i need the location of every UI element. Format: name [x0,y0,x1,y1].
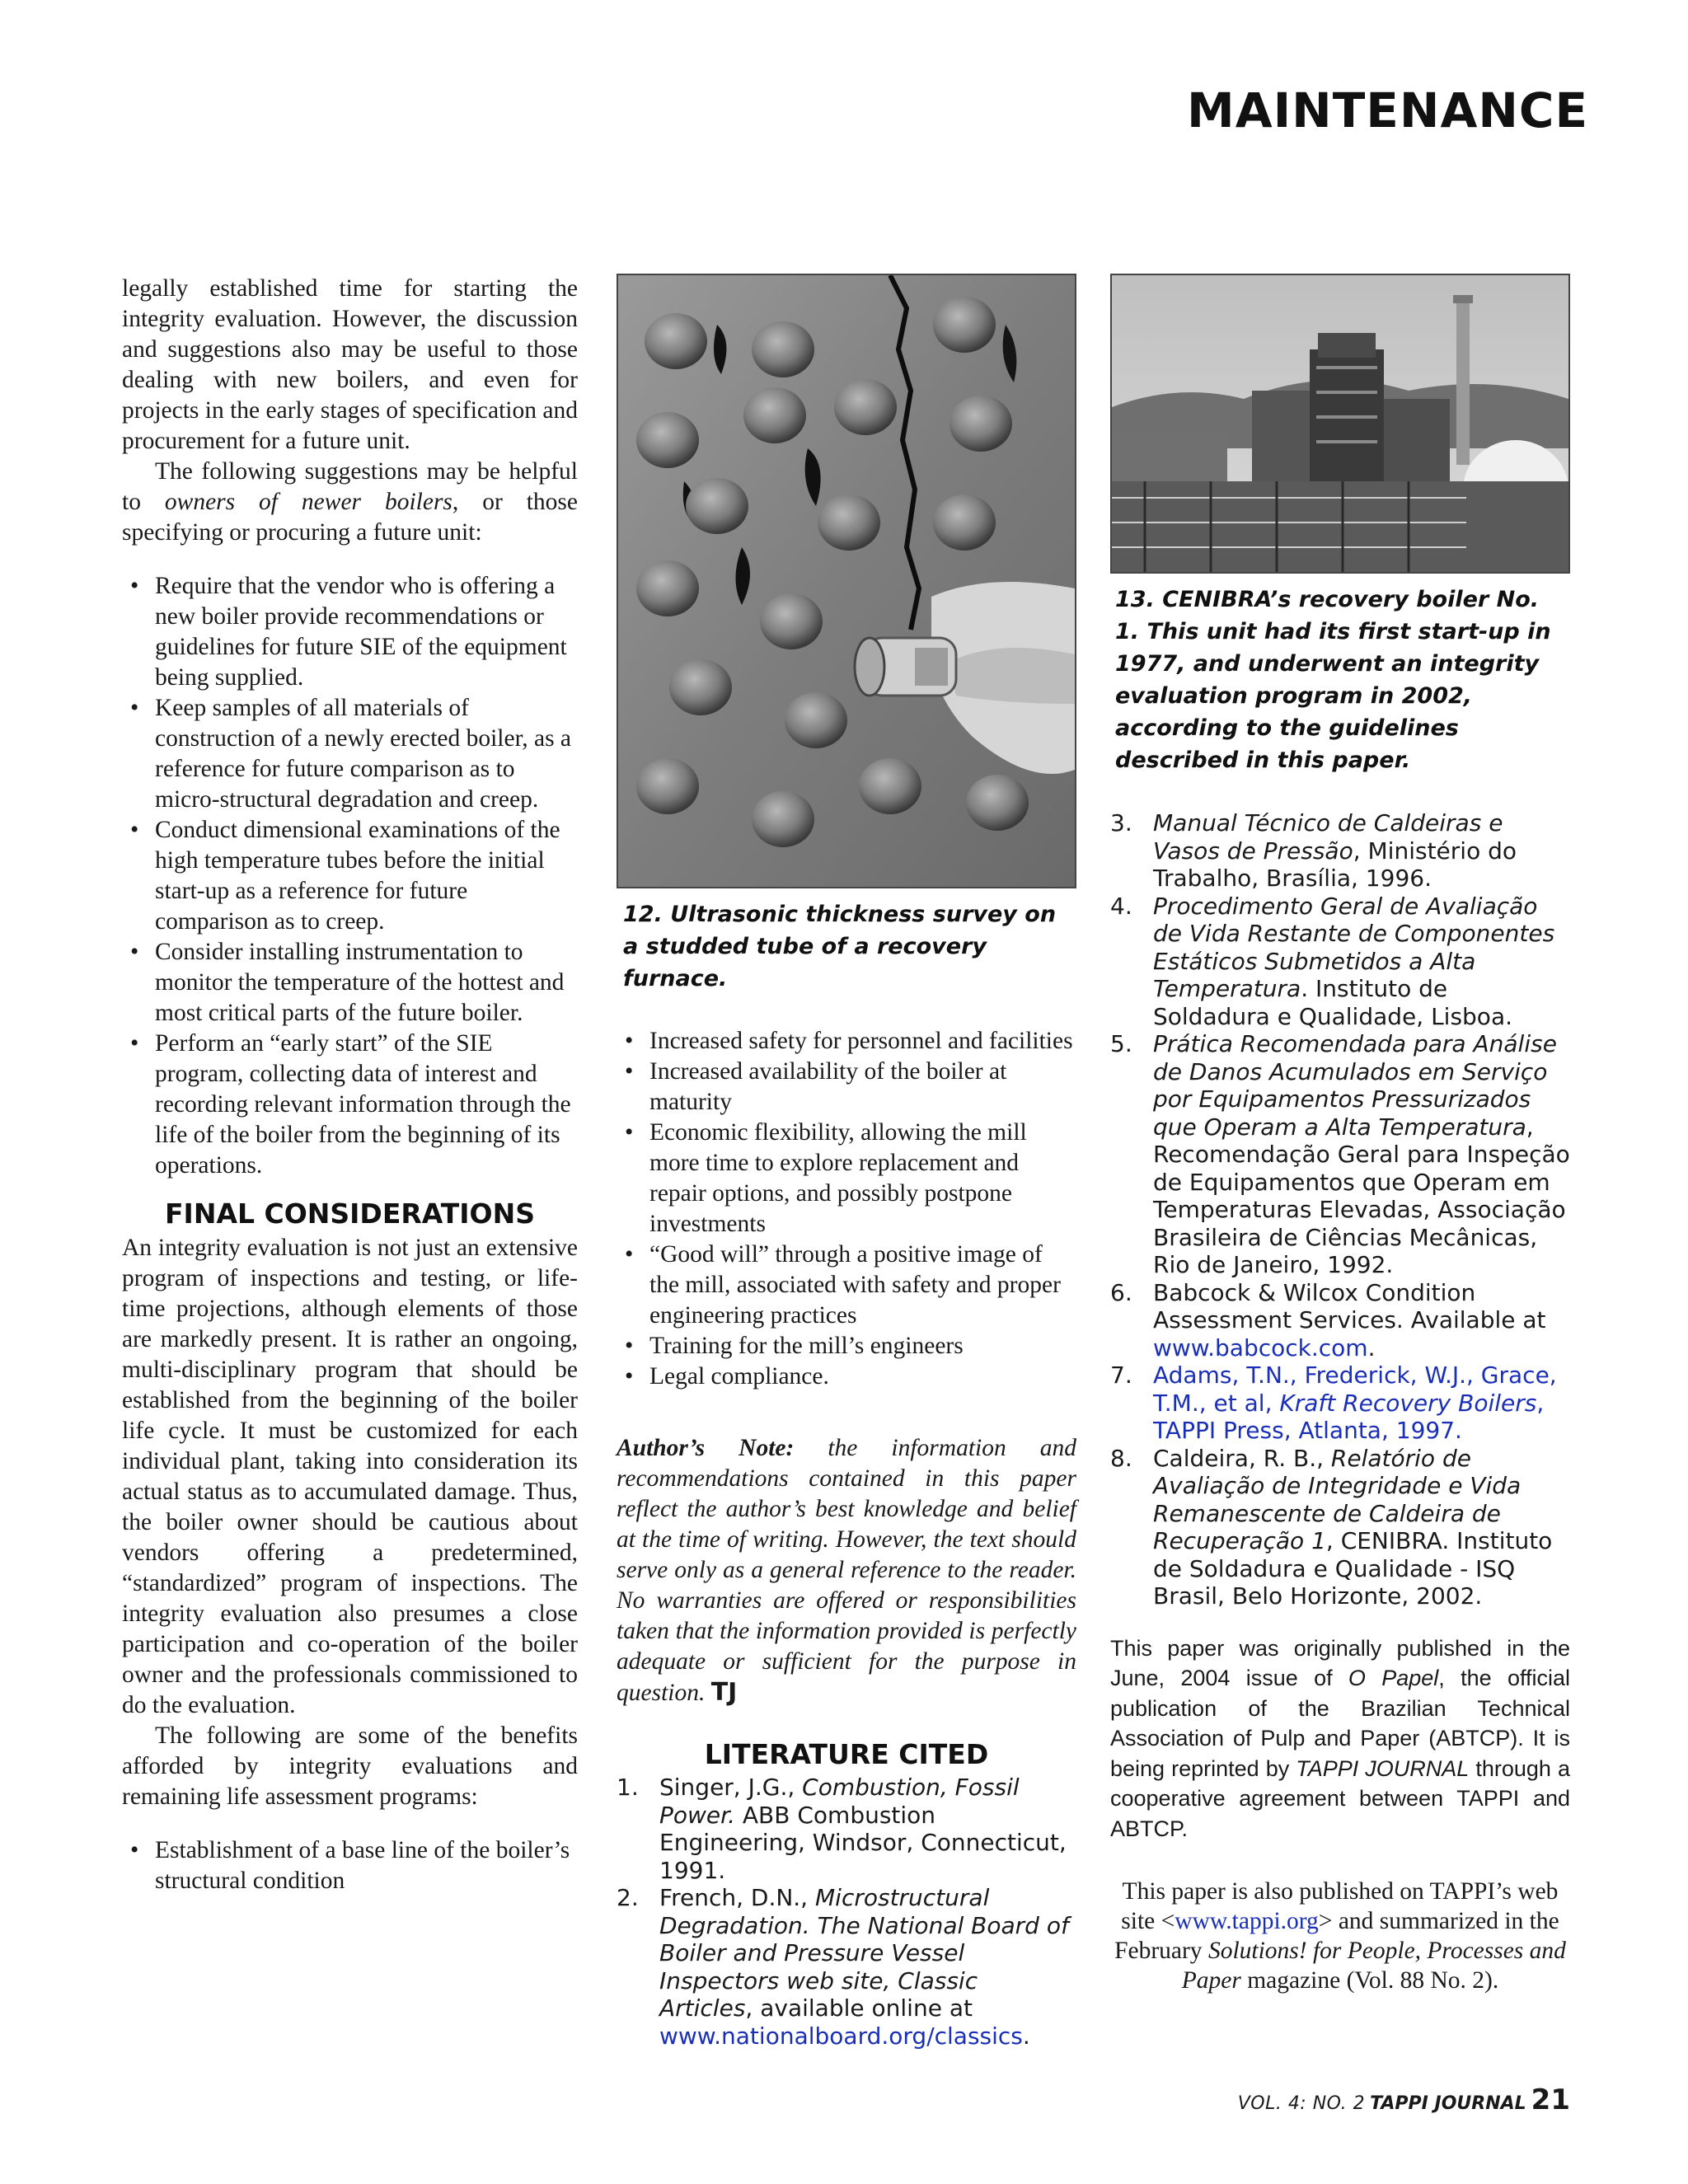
list-item: • Legal compliance. [617,1361,1076,1392]
reference-item: 1. Singer, J.G., Combustion, Fossil Power. ABB Combustion Engineering, Windsor, Connecticut, 1991. [617,1774,1067,1884]
paragraph: An integrity evaluation is not just an extensive program of inspections and testing, or life-time projections, although elements of those are markedly present. It is rather an ongoing, multi-disciplinary program that should be established from the beginning of the boiler life cycle. It must be customized for each individual plant, taking into consideration its actual status as to accumulated damage. Thus, the boiler owner should be cautious about vendors offering a predetermined, “standardized” program of inspections. The integrity evaluation also presumes a close participation and co-operation of the boiler owner and the professionals commissioned to do the evaluation. [122,1235,578,1718]
page-footer [1238,2083,1570,2116]
references-continued [1110,809,1570,1610]
journal-name: TAPPI JOURNAL [1370,2093,1526,2114]
list-item: • Establishment of a base line of the boiler’s structural condition [122,1835,578,1896]
figure-12-caption: 12. Ultrasonic thickness survey on a studded tube of a recovery furnace. [623,902,1057,991]
list-item: • Increased safety for personnel and facilities [617,1026,1076,1057]
section-heading: FINAL CONSIDERATIONS [165,1197,535,1230]
benefit-list-continued [617,1026,1076,1392]
reference-item: 8. Caldeira, R. B., Relatório de Avaliação de Integridade e Vida Remanescente de Caldeira de Recuperação 1, CENIBRA. Instituto de Soldadura e Qualidade - ISQ Brasil, Belo Horizonte, 2002. [1110,1444,1553,1610]
suggestion-list [122,571,578,1181]
list-item: • Training for the mill’s engineers [617,1331,1076,1361]
reference-item: 3. Manual Técnico de Caldeiras e Vasos de Pressão, Ministério do Trabalho, Brasília, 1996. [1110,809,1517,892]
list-item: • “Good will” through a positive image of the mill, associated with safety and proper engineering practices [617,1240,1076,1331]
reference-item: 6. Babcock & Wilcox Condition Assessment Services. Available at www.babcock.com. [1110,1278,1546,1361]
reference-item-link[interactable]: 7. Adams, T.N., Frederick, W.J., Grace, T.M., et al, Kraft Recovery Boilers, TAPPI Press, Atlanta, 1997. [1110,1361,1557,1444]
tappi-link[interactable]: www.tappi.org [1175,1908,1319,1934]
reference-item: 5. Prática Recomendada para Análise de Danos Acumulados em Serviço por Equipamentos Pressurizados que Operam a Alta Temperatura, Recomendação Geral para Inspeção de Equipamentos que Operam em Temperaturas Elevadas, Associação Brasileira de Ciências Mecânicas, Rio de Janeiro, 1992. [1110,1030,1570,1278]
figure-13-caption: 13. CENIBRA’s recovery boiler No. 1. This unit had its first start-up in 1977, and underwent an integrity evaluation program in 2002, according to the guidelines described in this paper. [1115,587,1551,773]
paragraph: The following suggestions may be helpful to owners of newer boilers, or those specifying or procuring a future unit: [122,458,579,546]
list-item: • Economic flexibility, allowing the mill more time to explore replacement and repair options, and possibly postpone investments [617,1118,1076,1240]
also-published-notice: This paper is also published on TAPPI’s web site <www.tappi.org> and summarized in the February Solutions! for People, Processes and Paper magazine (Vol. 88 No. 2). [1114,1878,1566,1994]
reference-item: 4. Procedimento Geral de Avaliação de Vida Restante de Componentes Estáticos Submetidos a Alta Temperatura. Instituto de Soldadura e Qualidade, Lisboa. [1110,892,1555,1030]
list-item: • Increased availability of the boiler at maturity [617,1057,1076,1118]
column-1 [122,274,578,1896]
literature-heading: LITERATURE CITED [704,1738,989,1770]
authors-note: Author’s Note: the information and recommendations contained in this paper reflect the author’s best knowledge and belief at the time of writing. However, the text should serve only as a general reference to the reader. No warranties are offered or responsibilities taken that the information provided is perfectly adequate or sufficient for the purpose in question. TJ [617,1435,1077,1707]
page-number: 21 [1531,2083,1570,2116]
recovery-boiler-image [1112,275,1568,572]
ultrasonic-survey-image [618,275,1075,887]
babcock-link[interactable]: www.babcock.com [1153,1333,1368,1361]
benefit-list [122,1835,578,1896]
figure-13-photo [1110,274,1570,574]
nationalboard-link[interactable]: www.nationalboard.org/classics [659,2022,1023,2050]
list-item: • Conduct dimensional examinations of the high temperature tubes before the initial start-up as a reference for future comparison as to creep. [122,815,578,937]
issue-label: VOL. 4: NO. 2 [1237,2093,1366,2114]
column-3 [1110,274,1570,1995]
paragraph: The following are some of the benefits afforded by integrity evaluations and remaining life assessment programs: [122,1722,578,1810]
paragraph: legally established time for starting the integrity evaluation. However, the discussion and suggestions also may be useful to those dealing with new boilers, and even for projects in the early stages of specification and procurement for a future unit. [122,275,578,454]
section-title: MAINTENANCE [1187,82,1589,138]
reference-item: 2. French, D.N., Microstructural Degradation. The National Board of Boiler and Pressure Vessel Inspectors web site, Classic Articles, available online at www.nationalboard.org/classics. [617,1884,1069,2050]
reprint-notice: This paper was originally published in the June, 2004 issue of O Papel, the official publication of the Brazilian Technical Association of Pulp and Paper (ABTCP). It is being reprinted by TAPPI JOURNAL through a cooperative agreement between TAPPI and ABTCP. [1110,1635,1570,1841]
list-item: • Require that the vendor who is offering a new boiler provide recommendations or guidelines for future SIE of the equipment being supplied. [122,571,578,693]
figure-12-photo [617,274,1076,888]
column-2 [617,274,1076,2050]
list-item: • Keep samples of all materials of construction of a newly erected boiler, as a reference for future comparison as to micro-structural degradation and creep. [122,693,578,815]
list-item: • Consider installing instrumentation to monitor the temperature of the hottest and most critical parts of the future boiler. [122,937,578,1029]
references [617,1774,1076,2050]
list-item: • Perform an “early start” of the SIE program, collecting data of interest and recording relevant information through the life of the boiler from the beginning of its operations. [122,1029,578,1181]
